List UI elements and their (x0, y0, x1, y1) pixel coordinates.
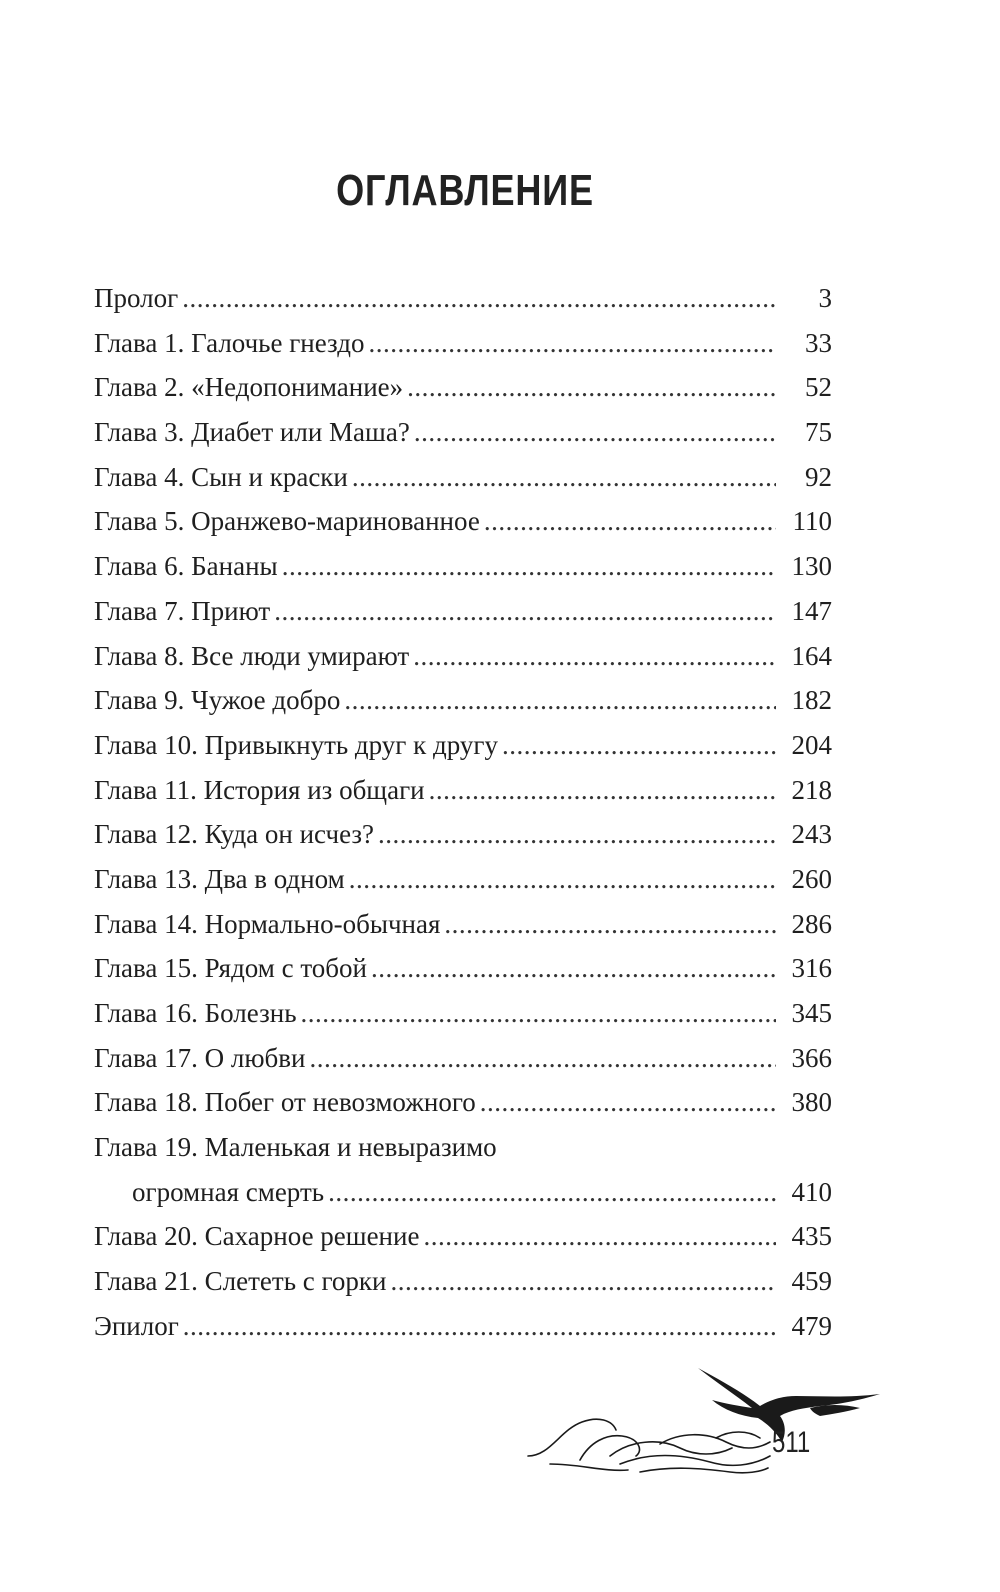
toc-entry-label: Глава 19. Маленькая и невыразимо (94, 1132, 497, 1163)
toc-dot-leader (368, 321, 776, 366)
toc-entry-label: Глава 16. Болезнь (94, 998, 297, 1028)
page-title: ОГЛАВЛЕНИЕ (336, 166, 594, 215)
toc-entry-label: Глава 1. Галочье гнездо (94, 327, 365, 358)
toc-entry-label: Глава 18. Побег от невозможного (94, 1087, 476, 1118)
toc-entry-page: 204 (791, 729, 832, 760)
toc-entry-page: 459 (791, 1266, 832, 1297)
toc-entry-page: 182 (791, 685, 832, 716)
toc-entry-chapter-4 (94, 455, 832, 500)
toc-dot-leader (423, 1214, 776, 1259)
toc-entry-chapter-11 (94, 768, 832, 813)
toc-entry-chapter-20 (94, 1214, 832, 1259)
toc-entry-label: Глава 14. Нормально-обычная (94, 908, 441, 939)
toc-entry-chapter-19-line-2 (94, 1170, 832, 1215)
toc-entry-page: 345 (791, 998, 832, 1028)
toc-entry-page: 52 (805, 372, 832, 403)
toc-entry-chapter-16 (94, 991, 832, 1036)
toc-entry-page: 218 (791, 774, 832, 805)
toc-entry-chapter-8 (94, 634, 832, 679)
toc-entry-label: Глава 12. Куда он исчез? (94, 819, 375, 850)
page-number: 511 (772, 1426, 811, 1459)
toc-entry-label: Глава 17. О любви (94, 1042, 306, 1073)
toc-entry-chapter-13 (94, 857, 832, 902)
table-of-contents (94, 276, 832, 1349)
toc-entry-chapter-19-line-1 (94, 1125, 832, 1170)
toc-entry-page: 479 (791, 1310, 832, 1341)
toc-dot-leader (429, 768, 776, 813)
toc-entry-chapter-9 (94, 678, 832, 723)
toc-entry-chapter-2 (94, 365, 832, 410)
toc-entry-label: Глава 5. Оранжево-маринованное (94, 506, 480, 537)
toc-entry-label: огромная смерть (132, 1176, 325, 1207)
toc-dot-leader (413, 634, 776, 679)
toc-dot-leader (502, 723, 776, 768)
toc-entry-page: 110 (792, 506, 832, 537)
toc-entry-label: Глава 20. Сахарное решение (94, 1221, 420, 1252)
toc-entry-chapter-3 (94, 410, 832, 455)
toc-entry-page: 33 (805, 327, 832, 358)
toc-dot-leader (349, 857, 776, 902)
toc-entry-page: 243 (791, 819, 832, 850)
toc-dot-leader (328, 1170, 776, 1215)
toc-entry-chapter-1 (94, 321, 832, 366)
toc-dot-leader (352, 455, 776, 500)
toc-entry-label: Глава 15. Рядом с тобой (94, 953, 367, 984)
toc-dot-leader (390, 1259, 776, 1304)
toc-entry-page: 410 (791, 1176, 832, 1207)
toc-entry-page: 3 (818, 283, 832, 313)
toc-entry-chapter-7 (94, 589, 832, 634)
toc-entry-label: Глава 13. Два в одном (94, 863, 345, 894)
waves-and-birds-icon (520, 1360, 890, 1480)
toc-entry-chapter-21 (94, 1259, 832, 1304)
toc-dot-leader (444, 902, 776, 947)
toc-dot-leader (378, 812, 776, 857)
toc-entry-page: 164 (791, 640, 832, 671)
toc-entry-prologue (94, 276, 832, 321)
toc-entry-page: 435 (791, 1221, 832, 1252)
toc-entry-page: 75 (805, 417, 832, 448)
toc-dot-leader (274, 589, 776, 634)
toc-dot-leader (182, 276, 776, 321)
toc-dot-leader (480, 1080, 776, 1125)
toc-entry-chapter-6 (94, 544, 832, 589)
toc-entry-label: Глава 6. Бананы (94, 551, 278, 582)
toc-entry-label: Пролог (94, 283, 179, 313)
toc-entry-label: Глава 7. Приют (94, 595, 271, 626)
toc-dot-leader (371, 946, 776, 991)
toc-dot-leader (407, 365, 776, 410)
toc-entry-page: 286 (791, 908, 832, 939)
toc-entry-label: Глава 21. Слететь с горки (94, 1266, 387, 1297)
toc-entry-chapter-18 (94, 1080, 832, 1125)
toc-entry-label: Глава 2. «Недопонимание» (94, 372, 404, 403)
toc-entry-chapter-12 (94, 812, 832, 857)
toc-entry-page: 380 (791, 1087, 832, 1118)
toc-dot-leader (310, 1036, 777, 1081)
toc-entry-chapter-5 (94, 499, 832, 544)
toc-entry-chapter-17 (94, 1036, 832, 1081)
toc-entry-label: Глава 9. Чужое добро (94, 685, 341, 716)
toc-dot-leader (344, 678, 776, 723)
toc-entry-chapter-15 (94, 946, 832, 991)
toc-entry-label: Глава 10. Привыкнуть друг к другу (94, 729, 498, 760)
toc-entry-label: Эпилог (94, 1310, 179, 1341)
toc-entry-page: 260 (791, 863, 832, 894)
toc-entry-label: Глава 8. Все люди умирают (94, 640, 410, 671)
toc-entry-page: 130 (791, 551, 832, 582)
toc-entry-label: Глава 4. Сын и краски (94, 461, 348, 492)
toc-entry-label: Глава 3. Диабет или Маша? (94, 417, 410, 448)
toc-entry-page: 92 (805, 461, 832, 492)
toc-dot-leader (301, 991, 776, 1036)
toc-entry-chapter-10 (94, 723, 832, 768)
toc-entry-page: 147 (791, 595, 832, 626)
toc-dot-leader (183, 1304, 776, 1349)
toc-entry-chapter-14 (94, 902, 832, 947)
toc-dot-leader (282, 544, 776, 589)
toc-entry-page: 366 (791, 1042, 832, 1073)
toc-dot-leader (484, 499, 776, 544)
toc-dot-leader (414, 410, 776, 455)
toc-entry-epilogue (94, 1304, 832, 1349)
toc-entry-label: Глава 11. История из общаги (94, 774, 425, 805)
toc-entry-page: 316 (791, 953, 832, 984)
